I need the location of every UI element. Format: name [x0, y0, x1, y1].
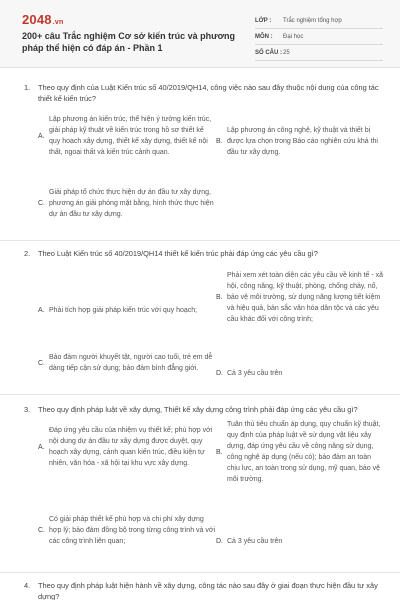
option-b[interactable]: [216, 419, 384, 485]
option-d[interactable]: [216, 536, 384, 547]
meta-value: Trắc nghiệm tổng hợp: [283, 17, 342, 24]
option-a[interactable]: [38, 114, 216, 158]
question-number: 4.: [24, 581, 31, 590]
option-b[interactable]: [216, 270, 384, 325]
option-a[interactable]: [38, 425, 216, 469]
option-letter: C.: [38, 527, 45, 534]
question-1: [24, 82, 384, 218]
meta-label: SỐ CÂU :: [255, 49, 282, 56]
option-text: Cả 3 yêu cầu trên: [227, 370, 283, 377]
option-letter: A.: [38, 443, 45, 451]
question-4: [24, 580, 384, 600]
option-text: Có giải pháp thiết kế phù hợp và chi phí xây dựng hợp lý; bảo đảm đồng bộ trong từng công trình và với các công trình liên quan;: [49, 516, 216, 545]
question-text: Theo quy định pháp luật hiện hành về xây dựng, công tác nào sau đây ở giai đoạn thực hiện đầu tư xây dựng?: [38, 581, 378, 600]
option-letter: C.: [38, 200, 45, 207]
option-letter: B.: [216, 294, 223, 301]
question-number: 3.: [24, 405, 31, 414]
option-text: Bảo đảm người khuyết tật, người cao tuổi, trẻ em dễ dàng tiếp cận sử dụng; bảo đảm bình đẳng giới.: [49, 354, 213, 372]
meta-row-count: [255, 45, 383, 61]
option-letter: A.: [38, 132, 45, 140]
meta-row-class: [255, 13, 383, 29]
divider: [0, 394, 400, 395]
document-meta: [255, 13, 383, 61]
site-logo[interactable]: [22, 12, 63, 27]
option-text: Đáp ứng yêu cầu của nhiệm vụ thiết kế; phù hợp với nội dung dự án đầu tư xây dựng được duyệt, quy hoạch xây dựng, cảnh quan kiến trúc, điều kiện tự nhiên, văn hóa - xã hội tại khu vực xây dựng.: [49, 427, 213, 467]
option-c[interactable]: [38, 514, 216, 547]
logo-suffix: .vn: [52, 19, 64, 26]
document-header: [0, 0, 400, 68]
question-text: Theo quy định của Luật Kiến trúc số 40/2019/QH14, công việc nào sau đây thuộc nội dung của công tác thiết kế kiến trúc?: [38, 83, 379, 103]
logo-text: 2048: [22, 12, 52, 27]
option-text: Lập phương án kiến trúc, thể hiện ý tưởng kiến trúc, giải pháp kỹ thuật về kiến trúc trong hồ sơ thiết kế quy hoạch xây dựng, thiết kế xây dựng, thiết kế nội thất, ngoại thất và kiến trúc cảnh quan.: [49, 116, 212, 156]
question-text: Theo Luật Kiến trúc số 40/2019/QH14 thiết kế kiến trúc phải đáp ứng các yêu cầu gì?: [38, 249, 318, 258]
option-text: Phải tích hợp giải pháp kiến trúc với quy hoạch;: [49, 307, 198, 314]
option-letter: D.: [216, 538, 223, 545]
meta-row-subject: [255, 29, 383, 45]
meta-value: Đại học: [283, 33, 304, 40]
option-text: Lập phương án công nghệ, kỹ thuật và thiết bị được lựa chọn trong Báo cáo nghiên cứu khả thi đầu tư xây dựng.: [227, 127, 378, 156]
option-letter: A.: [38, 307, 45, 314]
option-letter: B.: [216, 138, 223, 145]
meta-value: 25: [283, 49, 290, 56]
document-title: 200+ câu Trắc nghiệm Cơ sở kiến trúc và phương pháp thể hiện có đáp án - Phần 1: [22, 31, 236, 53]
option-c[interactable]: [38, 352, 216, 374]
question-3: [24, 404, 384, 545]
option-b[interactable]: [216, 125, 384, 158]
option-letter: D.: [216, 370, 223, 377]
divider: [0, 240, 400, 241]
option-a[interactable]: [38, 305, 216, 316]
meta-label: LỚP :: [255, 17, 272, 24]
option-text: Cả 3 yêu cầu trên: [227, 538, 283, 545]
question-number: 2.: [24, 249, 31, 258]
meta-label: MÔN :: [255, 33, 273, 40]
divider: [0, 572, 400, 573]
option-c[interactable]: [38, 187, 216, 220]
option-letter: C.: [38, 359, 45, 367]
question-2: [24, 248, 384, 377]
option-text: Phải xem xét toàn diện các yêu cầu về kinh tế - xã hội, công năng, kỹ thuật, phòng, chống cháy, nổ, bảo vệ môi trường, sử dụng năng lượng tiết kiệm và hiệu quả, bản sắc văn hóa dân tộc và các yêu cầu khác đối với công trình;: [227, 272, 384, 323]
option-d[interactable]: [216, 368, 384, 379]
option-letter: B.: [216, 448, 223, 456]
option-text: Giải pháp tổ chức thực hiện dự án đầu tư xây dựng, phương án giải phóng mặt bằng, hình thức thực hiện dự án đầu tư xây dựng.: [49, 189, 214, 218]
question-text: Theo quy định pháp luật về xây dựng, Thiết kế xây dựng công trình phải đáp ứng các yêu cầu gì?: [38, 405, 358, 414]
option-text: Tuân thủ tiêu chuẩn áp dụng, quy chuẩn kỹ thuật, quy định của pháp luật về sử dụng vật liệu xây dựng, đáp ứng yêu cầu về công năng sử dụng, công nghệ áp dụng (nếu có); bảo đảm an toàn chịu lực, an toàn trong sử dụng, mỹ quan, bảo vệ môi trường.: [227, 421, 381, 483]
question-number: 1.: [24, 83, 31, 92]
